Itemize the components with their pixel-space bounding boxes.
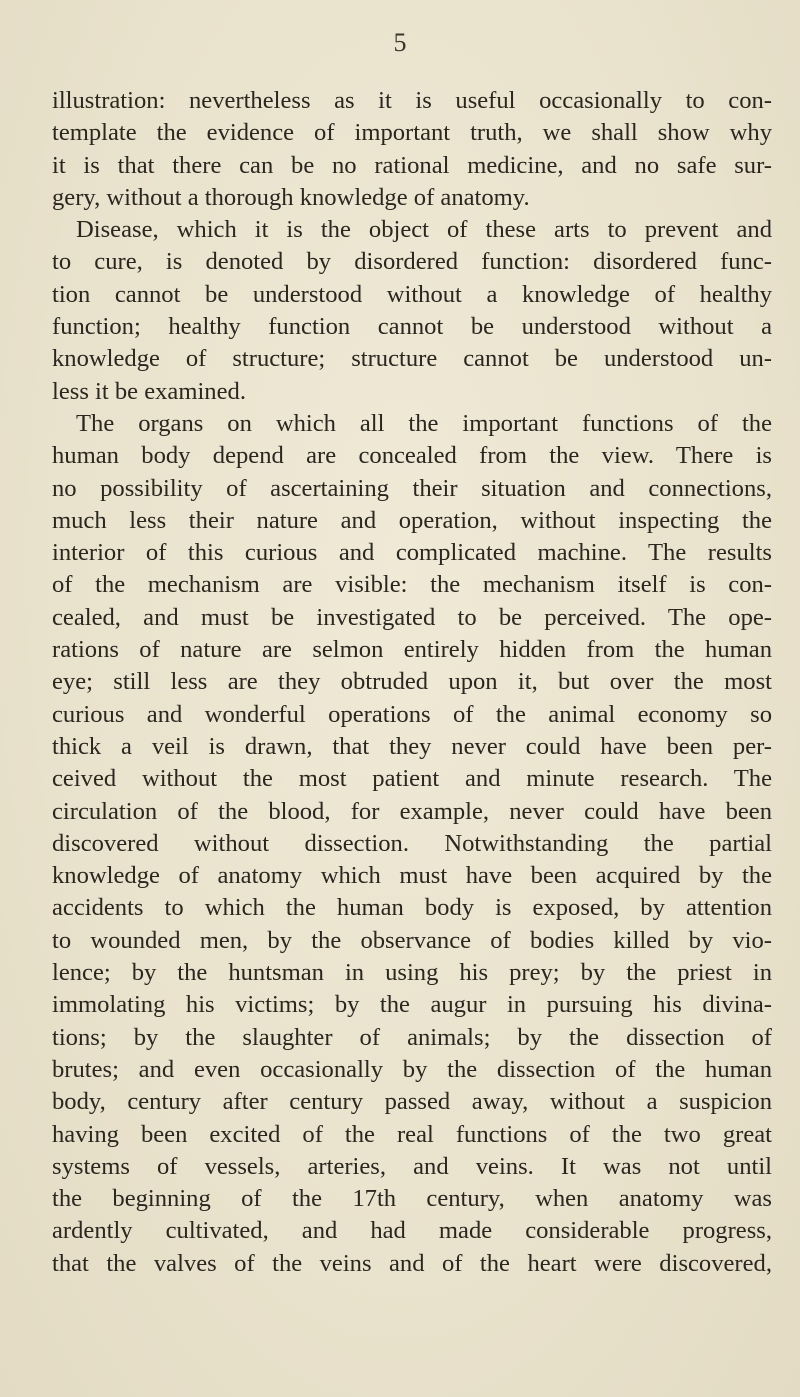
- text-line: of the mechanism are visible: the mechanism itself is con-: [52, 571, 772, 599]
- text-line: it is that there can be no rational medicine, and no safe sur-: [52, 151, 772, 179]
- text-line: rations of nature are selmon entirely hidden from the human: [52, 636, 772, 664]
- text-line: eye; still less are they obtruded upon it, but over the most: [52, 668, 772, 696]
- text-line: less it be examined.: [52, 377, 246, 405]
- text-line: human body depend are concealed from the view. There is: [52, 442, 772, 470]
- text-line: ceived without the most patient and minute research. The: [52, 765, 772, 793]
- text-line: knowledge of anatomy which must have been acquired by the: [52, 862, 772, 890]
- text-line: ardently cultivated, and had made considerable progress,: [52, 1217, 772, 1245]
- text-line: interior of this curious and complicated machine. The results: [52, 539, 772, 567]
- text-line: circulation of the blood, for example, never could have been: [52, 797, 772, 825]
- text-line: discovered without dissection. Notwithstanding the partial: [52, 829, 772, 857]
- text-line: brutes; and even occasionally by the dissection of the human: [52, 1055, 772, 1083]
- text-line: thick a veil is drawn, that they never could have been per-: [52, 732, 772, 760]
- text-line: knowledge of structure; structure cannot be understood un-: [52, 345, 772, 373]
- text-line: function; healthy function cannot be understood without a: [52, 313, 772, 341]
- paragraph-start-line: Disease, which it is the object of these arts to prevent and: [76, 216, 772, 244]
- text-line: to cure, is denoted by disordered function: disordered func-: [52, 248, 772, 276]
- text-line: that the valves of the veins and of the heart were discovered,: [52, 1249, 772, 1277]
- text-line: lence; by the huntsman in using his prey; by the priest in: [52, 959, 772, 987]
- text-line: to wounded men, by the observance of bodies killed by vio-: [52, 926, 772, 954]
- text-line: much less their nature and operation, without inspecting the: [52, 506, 772, 534]
- text-line: the beginning of the 17th century, when anatomy was: [52, 1185, 772, 1213]
- text-line: accidents to which the human body is exposed, by attention: [52, 894, 772, 922]
- text-line: cealed, and must be investigated to be perceived. The ope-: [52, 603, 772, 631]
- text-line: immolating his victims; by the augur in pursuing his divina-: [52, 991, 772, 1019]
- text-line: having been excited of the real functions of the two great: [52, 1120, 772, 1148]
- text-line: systems of vessels, arteries, and veins. It was not until: [52, 1152, 772, 1180]
- text-line: body, century after century passed away, without a suspicion: [52, 1088, 772, 1116]
- paragraph-start-line: The organs on which all the important functions of the: [76, 409, 772, 437]
- page-number: 5: [393, 28, 407, 57]
- text-line: curious and wonderful operations of the animal economy so: [52, 700, 772, 728]
- text-line: tions; by the slaughter of animals; by the dissection of: [52, 1023, 772, 1051]
- text-line: illustration: nevertheless as it is useful occasionally to con-: [52, 87, 772, 114]
- text-line: gery, without a thorough knowledge of anatomy.: [52, 183, 530, 211]
- text-line: no possibility of ascertaining their situation and connections,: [52, 474, 772, 502]
- text-line: tion cannot be understood without a knowledge of healthy: [52, 280, 772, 308]
- body-text: [52, 85, 772, 1280]
- text-line: template the evidence of important truth, we shall show why: [52, 119, 772, 147]
